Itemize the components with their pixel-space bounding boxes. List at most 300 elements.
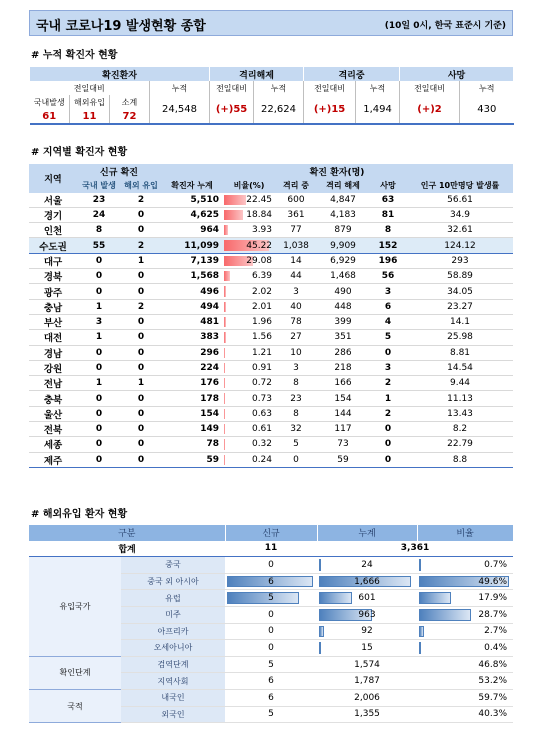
released-count: 4,847 [317,193,369,208]
imported-new: 2 [121,299,161,314]
ratio-value: 28.7% [478,609,508,620]
imported-new: 0 [121,284,161,299]
imported-new: 0 [121,422,161,437]
region-name: 전남 [29,376,77,391]
imported-new: 0 [121,314,161,329]
cum-value: 1,355 [354,709,380,720]
ratio-value: 0.7% [484,559,508,570]
ratio-bar [224,210,243,220]
ratio-cell [223,253,275,268]
header-deaths-total: 누적 [460,81,514,95]
new-cell [225,623,317,640]
ratio-cell [223,360,275,375]
ratio-value: 0.4% [484,642,508,653]
header-daily-change: 전일대비 [73,83,105,93]
released-count: 399 [317,314,369,329]
isolated-count: 1,038 [275,238,317,253]
domestic-new: 0 [77,360,121,375]
released-count: 1,468 [317,269,369,284]
domestic-new: 1 [77,299,121,314]
cumulative-count: 224 [161,360,223,375]
table-row [29,345,513,360]
death-count: 0 [369,422,407,437]
ratio-value: 0.24 [251,454,273,465]
header-released: 격리 해제 [317,178,369,192]
confirmed-total: 24,548 [150,95,210,124]
cumulative-count: 481 [161,314,223,329]
new-value: 5 [268,593,274,604]
imported-new: 0 [121,360,161,375]
isolated-count: 0 [275,452,317,467]
header-total: 누적 [150,81,210,95]
cumulative-count: 78 [161,437,223,452]
incidence-rate: 58.89 [407,269,513,284]
header-deaths: 사망 [400,67,514,81]
group-label: 국적 [29,689,121,722]
ratio-value: 0.63 [251,408,273,419]
isolated-count: 5 [275,437,317,452]
death-count: 4 [369,314,407,329]
incidence-rate: 34.9 [407,207,513,222]
header-isolated-total: 누적 [356,81,400,95]
cum-value: 601 [358,593,376,604]
new-value: 0 [268,559,274,570]
category-label: 아프리카 [121,623,225,640]
domestic-new: 0 [77,406,121,421]
domestic-new: 0 [77,452,121,467]
death-count: 0 [369,345,407,360]
imported-count: 11 [70,109,110,124]
death-count: 81 [369,207,407,222]
group-label: 유입국가 [29,557,121,657]
header-new: 신규 [225,525,317,541]
header-released-total: 누적 [254,81,304,95]
header-region: 지역 [29,164,77,193]
group-label: 확인단계 [29,656,121,689]
region-name: 세종 [29,437,77,452]
ratio-cell [223,314,275,329]
ratio-bar [224,393,225,403]
region-name: 제주 [29,452,77,467]
incidence-rate: 293 [407,253,513,268]
cumulative-count: 494 [161,299,223,314]
header-isolated: 격리 중 [275,178,317,192]
ratio-cell [417,573,513,590]
ratio-value: 1.21 [251,347,273,358]
cum-value: 2,006 [354,692,380,703]
ratio-value: 1.96 [251,317,273,328]
cumulative-count: 296 [161,345,223,360]
header-released-change: 전일대비 [210,81,254,95]
table-row [29,223,513,238]
header-isolated-change: 전일대비 [304,81,356,95]
isolated-count: 78 [275,314,317,329]
domestic-new: 3 [77,314,121,329]
region-name: 경남 [29,345,77,360]
category-label: 미주 [121,606,225,623]
imported-new: 0 [121,391,161,406]
isolated-count: 3 [275,284,317,299]
header-deaths: 사망 [369,178,407,192]
death-count: 2 [369,376,407,391]
isolated-count: 3 [275,360,317,375]
cumulative-count: 5,510 [161,193,223,208]
isolated-total: 1,494 [356,95,400,124]
header-imported: 해외 유입 [121,178,161,192]
page-title: 국내 코로나19 발생현황 종합 [36,19,206,34]
imported-new: 0 [121,406,161,421]
ratio-cell [223,452,275,467]
table-row [29,253,513,268]
summary-row [29,238,513,253]
isolated-count: 27 [275,330,317,345]
ratio-bar [419,592,451,604]
incidence-rate: 8.81 [407,345,513,360]
released-count: 4,183 [317,207,369,222]
ratio-cell [417,590,513,607]
region-name: 경북 [29,269,77,284]
ratio-bar [419,626,424,638]
cumulative-count: 7,139 [161,253,223,268]
cum-cell [317,640,417,657]
table-row [29,330,513,345]
cumulative-count: 59 [161,452,223,467]
region-name: 인천 [29,223,77,238]
region-name: 경기 [29,207,77,222]
ratio-cell [223,437,275,452]
table-row [29,284,513,299]
new-cell [225,590,317,607]
region-name: 강원 [29,360,77,375]
incidence-rate: 23.27 [407,299,513,314]
released-total: 22,624 [254,95,304,124]
category-label: 지역사회 [121,673,225,690]
new-value: 5 [268,709,274,720]
title-bar [29,10,513,36]
imported-new: 0 [121,223,161,238]
header-confirmed: 확진환자 [30,67,210,81]
ratio-cell [223,284,275,299]
ratio-cell [223,406,275,421]
imported-new: 2 [121,193,161,208]
table-row [29,557,513,574]
ratio-cell [223,207,275,222]
ratio-value: 18.84 [246,210,273,221]
cum-value: 1,666 [354,576,380,587]
ratio-value: 6.39 [251,271,273,282]
new-cell [225,706,317,723]
incidence-rate: 34.05 [407,284,513,299]
table-row [29,689,513,706]
new-value: 6 [268,676,274,687]
ratio-cell [223,376,275,391]
new-cell [225,656,317,673]
isolated-count: 77 [275,223,317,238]
imported-new: 1 [121,376,161,391]
new-value: 5 [268,659,274,670]
table-row [29,299,513,314]
subtotal-count: 72 [110,109,150,124]
ratio-value: 2.02 [251,286,273,297]
domestic-new: 0 [77,284,121,299]
region-name: 광주 [29,284,77,299]
ratio-value: 0.73 [251,393,273,404]
ratio-cell [417,706,513,723]
cum-value: 24 [361,559,373,570]
ratio-value: 22.45 [246,194,273,205]
cum-cell [317,573,417,590]
imported-new: 0 [121,437,161,452]
domestic-new: 55 [77,238,121,253]
incidence-rate: 9.44 [407,376,513,391]
death-count: 0 [369,437,407,452]
new-cell [225,557,317,574]
ratio-cell [223,391,275,406]
ratio-value: 40.3% [478,709,508,720]
cumulative-count: 383 [161,330,223,345]
ratio-cell [223,299,275,314]
ratio-value: 17.9% [478,593,508,604]
ratio-bar [224,225,228,235]
new-cell [225,673,317,690]
death-count: 196 [369,253,407,268]
ratio-bar [224,332,226,342]
region-name: 수도권 [29,238,77,253]
header-category: 구분 [29,525,225,541]
new-cell [225,573,317,590]
ratio-cell [417,640,513,657]
released-count: 166 [317,376,369,391]
cum-value: 963 [358,609,376,620]
cum-cell [317,673,417,690]
ratio-value: 53.2% [478,676,508,687]
cumulative-count: 1,568 [161,269,223,284]
overseas-table [29,525,514,723]
released-count: 6,929 [317,253,369,268]
region-name: 부산 [29,314,77,329]
table-row [29,269,513,284]
domestic-new: 0 [77,345,121,360]
incidence-rate: 13.43 [407,406,513,421]
domestic-new: 0 [77,253,121,268]
category-label: 검역단계 [121,656,225,673]
isolated-count: 40 [275,299,317,314]
category-label: 외국인 [121,706,225,723]
ratio-value: 29.08 [246,255,273,266]
ratio-bar [224,409,225,419]
table-row [29,314,513,329]
ratio-bar [224,271,230,281]
new-cell [225,640,317,657]
page-subtitle: (10일 0시, 한국 표준시 기준) [384,21,506,31]
total-new: 11 [225,541,317,557]
cum-cell [317,623,417,640]
new-value: 6 [268,692,274,703]
ratio-value: 0.61 [251,424,273,435]
domestic-new: 8 [77,223,121,238]
new-cell [225,689,317,706]
ratio-cell [223,269,275,284]
isolated-count: 10 [275,345,317,360]
new-value: 6 [268,576,274,587]
ratio-bar [224,348,225,358]
released-count: 286 [317,345,369,360]
death-count: 3 [369,284,407,299]
incidence-rate: 8.8 [407,452,513,467]
imported-new: 0 [121,330,161,345]
imported-new: 0 [121,207,161,222]
released-count: 9,909 [317,238,369,253]
table-row [29,406,513,421]
incidence-rate: 32.61 [407,223,513,238]
death-count: 56 [369,269,407,284]
incidence-rate: 56.61 [407,193,513,208]
released-count: 59 [317,452,369,467]
cumulative-count: 11,099 [161,238,223,253]
death-count: 2 [369,406,407,421]
header-new: 신규 확진 [77,164,161,178]
cum-value: 15 [361,642,373,653]
isolated-count: 44 [275,269,317,284]
released-count: 218 [317,360,369,375]
imported-new: 0 [121,345,161,360]
ratio-cell [417,673,513,690]
cumulative-count: 496 [161,284,223,299]
ratio-cell [223,422,275,437]
isolated-count: 8 [275,376,317,391]
released-count: 448 [317,299,369,314]
death-count: 6 [369,299,407,314]
domestic-new: 1 [77,330,121,345]
domestic-new: 0 [77,422,121,437]
ratio-bar [224,302,226,312]
header-cumulative: 누계 [317,525,417,541]
isolated-count: 14 [275,253,317,268]
region-name: 대전 [29,330,77,345]
region-name: 울산 [29,406,77,421]
death-count: 3 [369,360,407,375]
released-count: 154 [317,391,369,406]
ratio-bar [224,317,226,327]
isolated-change: (+)15 [304,95,356,124]
domestic-new: 1 [77,376,121,391]
new-value: 0 [268,642,274,653]
ratio-value: 2.01 [251,301,273,312]
ratio-bar [419,559,421,571]
region-name: 대구 [29,253,77,268]
header-confirmed-patients: 확진 환자(명) [161,164,513,178]
incidence-rate: 8.2 [407,422,513,437]
released-count: 117 [317,422,369,437]
death-count: 5 [369,330,407,345]
category-label: 유럽 [121,590,225,607]
released-count: 490 [317,284,369,299]
released-count: 73 [317,437,369,452]
domestic-count: 61 [30,109,70,124]
ratio-value: 45.22 [246,240,273,251]
deaths-change: (+)2 [400,95,460,124]
table-row [29,437,513,452]
ratio-value: 2.7% [484,626,508,637]
category-label: 오세아니아 [121,640,225,657]
ratio-bar [224,363,225,373]
ratio-bar [224,424,225,434]
cum-cell [317,706,417,723]
new-cell [225,606,317,623]
imported-new: 0 [121,452,161,467]
released-change: (+)55 [210,95,254,124]
incidence-rate: 25.98 [407,330,513,345]
incidence-rate: 14.1 [407,314,513,329]
released-count: 351 [317,330,369,345]
category-label: 중국 [121,557,225,574]
total-label: 합계 [29,541,225,557]
header-isolated: 격리중 [304,67,400,81]
ratio-value: 0.91 [251,363,273,373]
region-name: 충남 [29,299,77,314]
cumulative-count: 149 [161,422,223,437]
region-name: 전북 [29,422,77,437]
ratio-bar [419,642,421,654]
header-ratio: 비율 [417,525,513,541]
new-value: 0 [268,609,274,620]
ratio-cell [223,330,275,345]
death-count: 63 [369,193,407,208]
category-label: 중국 외 아시아 [121,573,225,590]
ratio-bar [224,195,246,205]
section-cumulative-title: # 누적 확진자 현황 [31,50,118,61]
ratio-value: 0.72 [251,378,273,389]
isolated-count: 23 [275,391,317,406]
ratio-cell [417,606,513,623]
ratio-cell [417,656,513,673]
new-value: 0 [268,626,274,637]
incidence-rate: 14.54 [407,360,513,375]
released-count: 879 [317,223,369,238]
ratio-cell [417,623,513,640]
cum-value: 92 [361,626,373,637]
table-row [29,452,513,467]
death-count: 8 [369,223,407,238]
cum-cell [317,656,417,673]
ratio-value: 3.93 [251,225,273,236]
table-row [29,422,513,437]
header-imported: 해외유입 [70,95,110,109]
ratio-cell [223,238,275,253]
cum-value: 1,574 [354,659,380,670]
ratio-value: 46.8% [478,659,508,670]
cumulative-count: 4,625 [161,207,223,222]
cumulative-count: 964 [161,223,223,238]
table-row [29,360,513,375]
region-name: 서울 [29,193,77,208]
cum-value: 1,787 [354,676,380,687]
imported-new: 1 [121,253,161,268]
cumulative-count: 154 [161,406,223,421]
cum-cell [317,590,417,607]
header-cumulative: 확진자 누계 [161,178,223,192]
cum-bar [319,592,352,604]
ratio-value: 1.56 [251,332,273,343]
total-cumulative: 3,361 [317,541,513,557]
new-bar [227,592,299,604]
ratio-bar [224,378,225,388]
header-domestic: 국내 발생 [77,178,121,192]
cum-cell [317,557,417,574]
table-row [29,376,513,391]
header-subtotal: 소계 [110,95,150,109]
category-label: 내국인 [121,689,225,706]
